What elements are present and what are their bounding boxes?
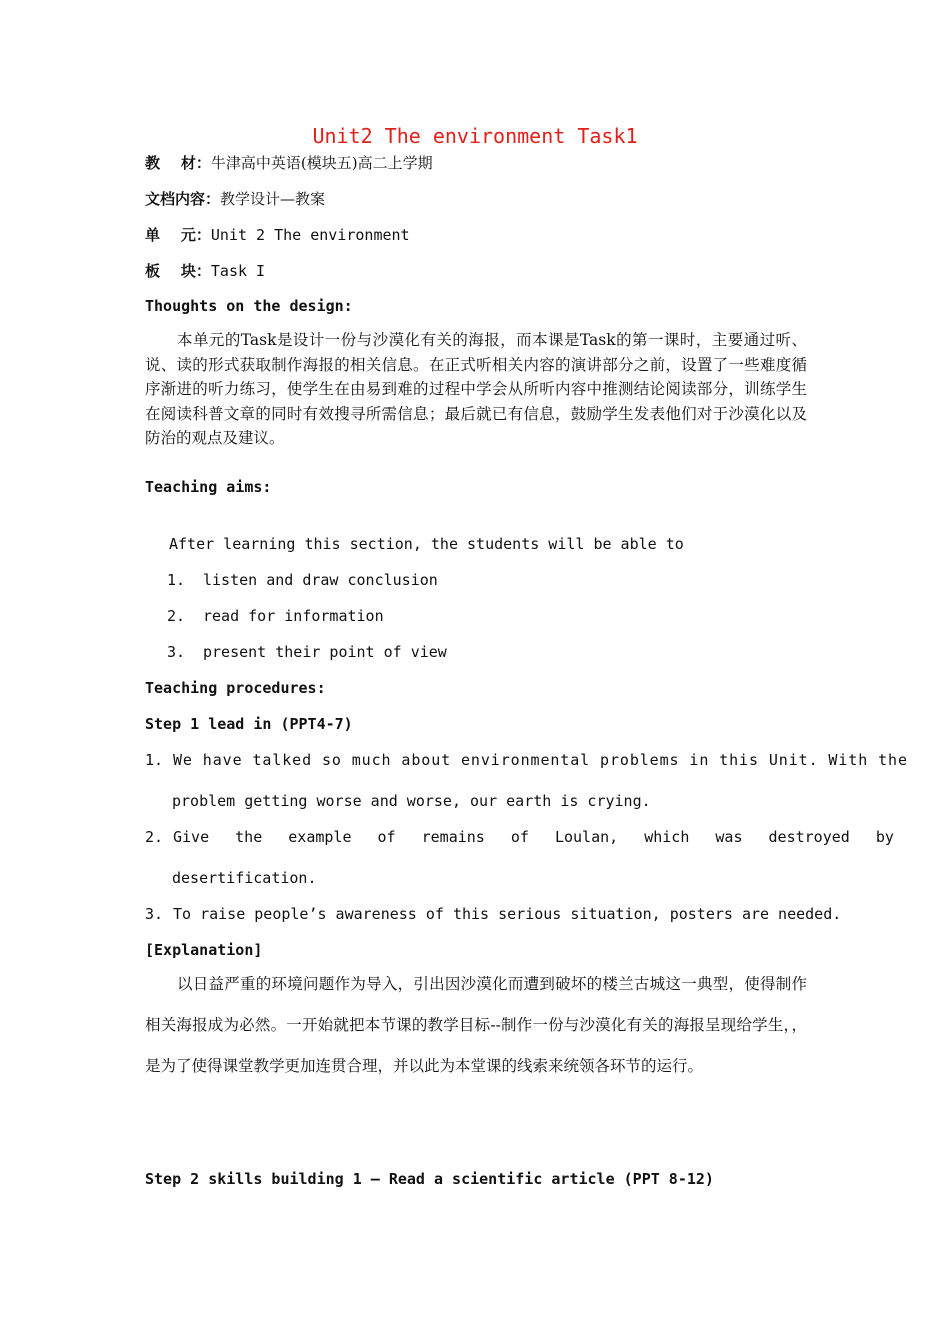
meta-textbook — [145, 152, 433, 173]
aim-item — [167, 607, 384, 625]
procedures-heading: Teaching procedures: — [145, 679, 326, 697]
item-number: 2. — [145, 828, 164, 846]
item-number: 3. — [145, 905, 164, 923]
document-title: Unit2 The environment Task1 — [312, 124, 638, 148]
meta-value: 牛津高中英语(模块五)高二上学期 — [210, 154, 433, 172]
aim-item — [167, 571, 438, 589]
step1-item-continuation: problem getting worse and worse, our earth is crying. — [172, 792, 651, 810]
item-text: Give the example of remains of Loulan, which was destroyed by — [173, 828, 894, 846]
aim-number: 1. — [167, 571, 186, 589]
meta-label: 板 块： — [145, 262, 211, 280]
aims-intro: After learning this section, the students will be able to — [169, 535, 684, 553]
aim-number: 2. — [167, 607, 186, 625]
step1-heading: Step 1 lead in (PPT4-7) — [145, 715, 353, 733]
item-number: 1. — [145, 751, 164, 769]
item-text: To raise people’s awareness of this serious situation, posters are needed. — [173, 905, 842, 923]
step1-item-continuation: desertification. — [172, 869, 317, 887]
meta-value: Unit 2 The environment — [210, 226, 410, 244]
explanation-paragraph: 以日益严重的环境问题作为导入，引出因沙漠化而遭到破坏的楼兰古城这一典型，使得制作相关海报成为必然。一开始就把本节课的教学目标--制作一份与沙漠化有关的海报呈现给学生，，是为了使得课堂教学更加连贯合理，并以此为本堂课的线索来统领各环节的运行。 — [145, 975, 807, 1075]
meta-content — [145, 188, 325, 209]
aim-text: read for information — [203, 607, 384, 625]
meta-section — [145, 260, 265, 281]
aims-heading: Teaching aims: — [145, 478, 272, 496]
step1-item — [145, 751, 908, 769]
explanation-heading: [Explanation] — [145, 941, 263, 959]
meta-label: 文档内容： — [145, 190, 221, 208]
meta-value: Task I — [210, 262, 266, 280]
step1-item — [145, 905, 841, 923]
step2-heading: Step 2 skills building 1 — Read a scientific article (PPT 8-12) — [145, 1170, 714, 1188]
aim-text: present their point of view — [203, 643, 447, 661]
thoughts-paragraph: 本单元的Task是设计一份与沙漠化有关的海报，而本课是Task的第一课时，主要通过听、说、读的形式获取制作海报的相关信息。在正式听相关内容的演讲部分之前，设置了一些难度循序渐进的听力练习，使学生在由易到难的过程中学会从所听内容中推测结论阅读部分，训练学生在阅读科普文章的同时有效搜寻所需信息；最后就已有信息，鼓励学生发表他们对于沙漠化以及防治的观点及建议。 — [145, 331, 807, 447]
aim-text: listen and draw conclusion — [203, 571, 438, 589]
meta-unit — [145, 224, 410, 245]
step1-item — [145, 828, 894, 846]
thoughts-heading: Thoughts on the design: — [145, 297, 353, 315]
aim-item — [167, 643, 447, 661]
item-text: We have talked so much about environmental problems in this Unit. With the — [173, 751, 908, 769]
aim-number: 3. — [167, 643, 186, 661]
meta-label: 教 材： — [145, 154, 211, 172]
meta-label: 单 元： — [145, 226, 211, 244]
meta-value: 教学设计—教案 — [220, 190, 326, 208]
